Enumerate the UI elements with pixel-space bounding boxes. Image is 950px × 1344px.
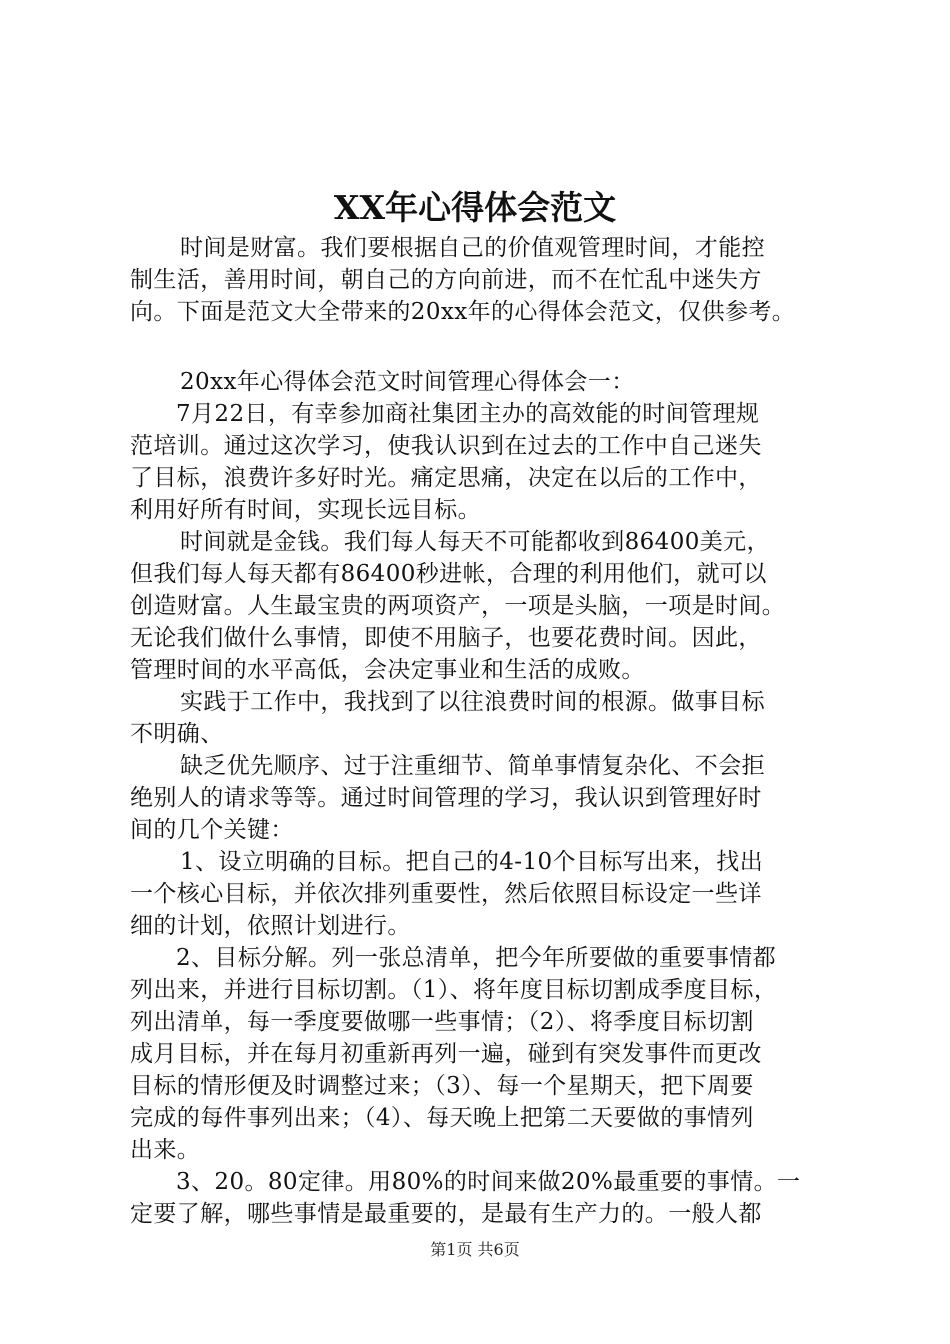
list-item-line: 成月目标，并在每月初重新再列一遍，碰到有突发事件而更改: [130, 1041, 762, 1067]
paragraph-line: 了目标，浪费许多好时光。痛定思痛，决定在以后的工作中，: [130, 465, 762, 491]
paragraph-line: 利用好所有时间，实现长远目标。: [130, 497, 481, 523]
paragraph-line: 不明确、: [130, 721, 224, 747]
paragraph-line: 创造财富。人生最宝贵的两项资产，一项是头脑，一项是时间。: [130, 593, 786, 619]
section-heading: 20xx年心得体会范文时间管理心得体会一：: [180, 369, 635, 395]
paragraph-spacer: [130, 328, 835, 366]
paragraph-line: 范培训。通过这次学习，使我认识到在过去的工作中自己迷失: [130, 433, 762, 459]
paragraph-line: 缺乏优先顺序、过于注重细节、简单事情复杂化、不会拒: [180, 753, 765, 779]
list-item-line: 定要了解，哪些事情是最重要的，是最有生产力的。一般人都: [130, 1201, 762, 1227]
paragraph-line: 间的几个关键：: [130, 817, 294, 843]
paragraph-line: 绝别人的请求等等。通过时间管理的学习，我认识到管理好时: [130, 785, 762, 811]
paragraph-line: 时间是财富。我们要根据自己的价值观管理时间，才能控: [180, 235, 765, 261]
list-item-line: 出来。: [130, 1137, 201, 1163]
paragraph-line: 向。下面是范文大全带来的20xx年的心得体会范文，仅供参考。: [130, 299, 796, 325]
paragraph-line: 7月22日，有幸参加商社集团主办的高效能的时间管理规: [176, 401, 760, 427]
list-item-line: 2、目标分解。列一张总清单，把今年所要做的重要事情都: [176, 945, 777, 971]
page-footer: 第1页 共6页: [430, 1240, 520, 1259]
list-item-line: 列出清单，每一季度要做哪一些事情；（2）、将季度目标切割: [130, 1009, 754, 1035]
document-title: XX年心得体会范文: [333, 188, 617, 227]
paragraph-line: 管理时间的水平高低，会决定事业和生活的成败。: [130, 657, 645, 683]
list-item-line: 目标的情形便及时调整过来；（3）、每一个星期天，把下周要: [130, 1073, 754, 1099]
list-item-line: 细的计划，依照计划进行。: [130, 913, 411, 939]
list-item-line: 3、20。80定律。用80%的时间来做20%最重要的事情。一: [176, 1169, 801, 1195]
list-item-line: 完成的每件事列出来；（4）、每天晚上把第二天要做的事情列: [130, 1105, 754, 1131]
paragraph-line: 制生活，善用时间，朝自己的方向前进，而不在忙乱中迷失方: [130, 267, 762, 293]
paragraph-line: 但我们每人每天都有86400秒进帐，合理的利用他们，就可以: [130, 561, 767, 587]
paragraph-line: 无论我们做什么事情，即使不用脑子，也要花费时间。因此，: [130, 625, 762, 651]
paragraph-line: 时间就是金钱。我们每人每天不可能都收到86400美元，: [180, 529, 770, 555]
list-item-line: 1、设立明确的目标。把自己的4-10个目标写出来，找出: [180, 849, 764, 875]
document-body: [130, 232, 835, 1230]
list-item-line: 一个核心目标，并依次排列重要性，然后依照目标设定一些详: [130, 881, 762, 907]
paragraph-line: 实践于工作中，我找到了以往浪费时间的根源。做事目标: [180, 689, 765, 715]
list-item-line: 列出来，并进行目标切割。（1）、将年度目标切割成季度目标，: [130, 977, 778, 1003]
